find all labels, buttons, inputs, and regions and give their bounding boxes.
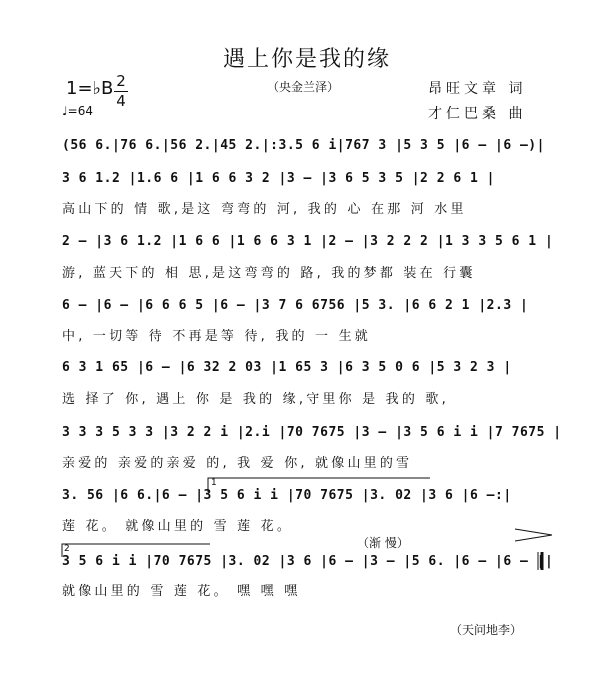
volta-bracket-1 [208,478,430,492]
lyric-line-4: 中, 一切等 待 不再是等 待, 我的 一 生就 [62,329,371,344]
decrescendo-hairpin [515,529,552,541]
song-title: 遇上你是我的缘 [222,47,391,72]
score-line-4: 6 – |6 – |6 6 6 5 |6 – |3 7 6 6756 |5 3. |6 6 2 1 |2.3 | [62,298,529,313]
lyricist-credit: 昂旺文章 词 [428,81,527,97]
footnote: （天问地李） [450,623,523,637]
tempo-change-marking: （渐 慢） [357,536,409,550]
tempo-marking: ♩=64 [62,104,93,118]
score-line-3: 2 – |3 6 1.2 |1 6 6 |1 6 6 3 1 |2 – |3 2 2 2 |1 3 3 5 6 1 | [62,234,554,249]
score-line-8: 3 5 6 i i |70 7675 |3. 02 |3 6 |6 – |3 – |5 6. |6 – |6 – || [62,554,554,569]
lyric-line-2: 高山下的 情 歌,是这 弯弯的 河, 我的 心 在那 河 水里 [62,202,467,217]
lyric-line-6: 亲爱的 亲爱的亲爱 的, 我 爱 你, 就像山里的雪 [62,456,413,471]
score-line-6: 3 3 3 5 3 3 |3 2 2 i |2.i |70 7675 |3 – |3 5 6 i i |7 7675 | [62,425,562,440]
score-line-1: (56 6.|76 6.|56 2.|45 2.|:3.5 6 i|767 3 |5 3 5 |6 – |6 –)| [62,138,545,153]
volta-bracket-2 [62,544,210,557]
song-subtitle: （央金兰泽） [267,80,340,94]
score-line-7: 3. 56 |6 6.|6 – |3 5 6 i i |70 7675 |3. 02 |3 6 |6 –:| [62,488,512,503]
composer-credit: 才仁巴桑 曲 [428,106,527,122]
lyric-line-7: 莲 花。 就像山里的 雪 莲 花。 [62,519,294,534]
lyric-line-3: 游, 蓝天下的 相 思,是这弯弯的 路, 我的梦都 装在 行囊 [62,266,476,281]
lyric-line-8: 就像山里的 雪 莲 花。 嘿 嘿 嘿 [62,584,301,599]
score-line-5: 6 3 1 65 |6 – |6 32 2 03 |1 65 3 |6 3 5 0 6 |5 3 2 3 | [62,360,512,375]
final-barline [538,552,542,570]
time-signature-bottom: 4 [116,92,126,110]
lyric-line-5: 选 择了 你, 遇上 你 是 我的 缘,守里你 是 我的 歌, [62,392,449,407]
time-signature-top: 2 [114,72,128,92]
score-line-2: 3 6 1.2 |1.6 6 |1 6 6 3 2 |3 – |3 6 5 3 5 |2 2 6 1 | [62,171,495,186]
volta-1-label: 1 [211,478,217,488]
volta-2-label: 2 [64,544,70,554]
key-signature: 1=♭B [66,78,114,99]
